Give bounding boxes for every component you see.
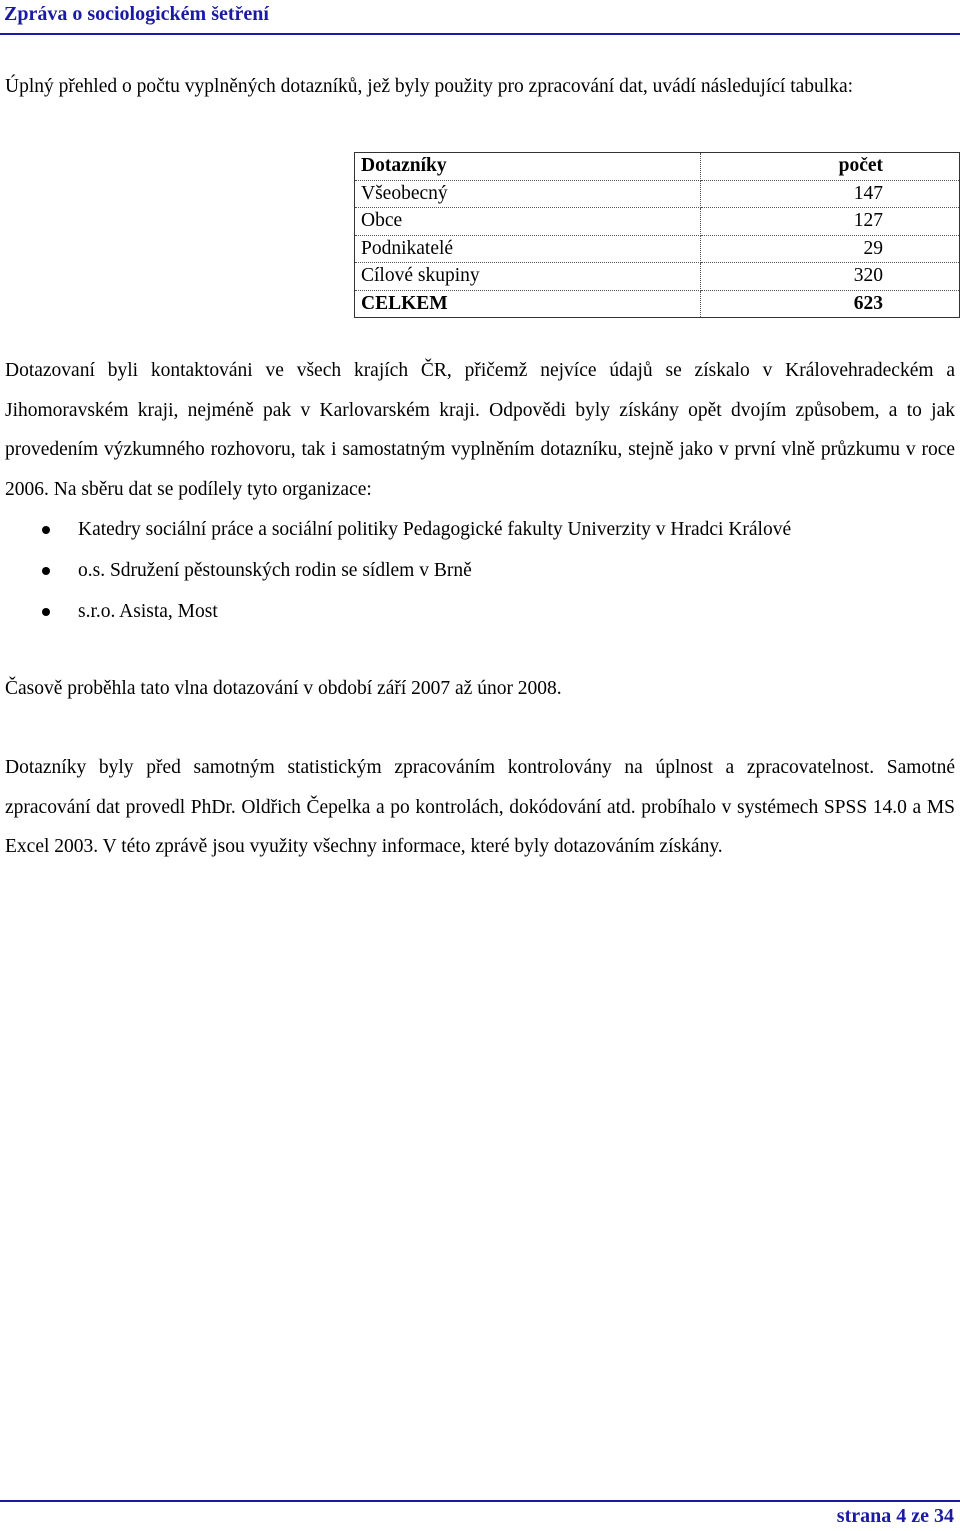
- table-cell: CELKEM: [355, 290, 701, 318]
- table-cell: 29: [701, 235, 960, 263]
- table-cell: Všeobecný: [355, 180, 701, 208]
- processing-paragraph: Dotazníky byly před samotným statistickým zpracováním kontrolovány na úplnost a zpracovatelnost. Samotné zpracování dat provedl PhDr. Oldřich Čepelka a po kontrolách, dokódování atd. probíhalo v systémech SPSS 14.0 a MS Excel 2003. V této zprávě jsou využity všechny informace, které byly dotazováním získány.: [5, 757, 955, 857]
- table-cell: 623: [701, 290, 960, 318]
- footer-divider: [0, 1500, 960, 1502]
- list-item-label: o.s. Sdružení pěstounských rodin se sídlem v Brně: [78, 560, 472, 581]
- questionnaire-count-table: [354, 152, 960, 318]
- list-item: [0, 591, 791, 632]
- contact-paragraph: Dotazovaní byli kontaktováni ve všech krajích ČR, přičemž nejvíce údajů se získalo v Královehradeckém a Jihomoravském kraji, nejméně pak v Karlovarském kraji. Odpovědi byly získány opět dvojím způsobem, a to jak provedením výzkumného rozhovoru, tak i samostatným vyplněním dotazníku, stejně jako v první vlně průzkumu v roce 2006. Na sběru dat se podílely tyto organizace:: [5, 360, 955, 500]
- table-cell: 127: [701, 208, 960, 236]
- organization-list: [0, 509, 791, 632]
- list-item-label: s.r.o. Asista, Most: [78, 601, 218, 622]
- timeframe-paragraph: Časově proběhla tato vlna dotazování v období září 2007 až únor 2008.: [5, 678, 562, 699]
- table-cell: 320: [701, 263, 960, 291]
- table-cell: 147: [701, 180, 960, 208]
- document-header-title: Zpráva o sociologickém šetření: [4, 3, 269, 25]
- list-item: [0, 550, 791, 591]
- table-total-row: [355, 290, 960, 318]
- table-cell: Cílové skupiny: [355, 263, 701, 291]
- list-item: [0, 509, 791, 550]
- table-header-cell: Dotazníky: [355, 153, 701, 181]
- table-row: [355, 263, 960, 291]
- table-cell: Podnikatelé: [355, 235, 701, 263]
- bullet-icon: [42, 608, 50, 616]
- table-cell: Obce: [355, 208, 701, 236]
- table-header-cell: počet: [701, 153, 960, 181]
- table-row: [355, 235, 960, 263]
- table-row: [355, 208, 960, 236]
- bullet-icon: [42, 567, 50, 575]
- header-divider: [0, 33, 960, 35]
- intro-paragraph: Úplný přehled o počtu vyplněných dotazníků, jež byly použity pro zpracování dat, uvádí následující tabulka:: [5, 76, 854, 97]
- page-number: strana 4 ze 34: [836, 1505, 954, 1527]
- table-row: [355, 180, 960, 208]
- list-item-label: Katedry sociální práce a sociální politiky Pedagogické fakulty Univerzity v Hradci Králové: [78, 519, 792, 540]
- bullet-icon: [42, 526, 50, 534]
- table-header-row: [355, 153, 960, 181]
